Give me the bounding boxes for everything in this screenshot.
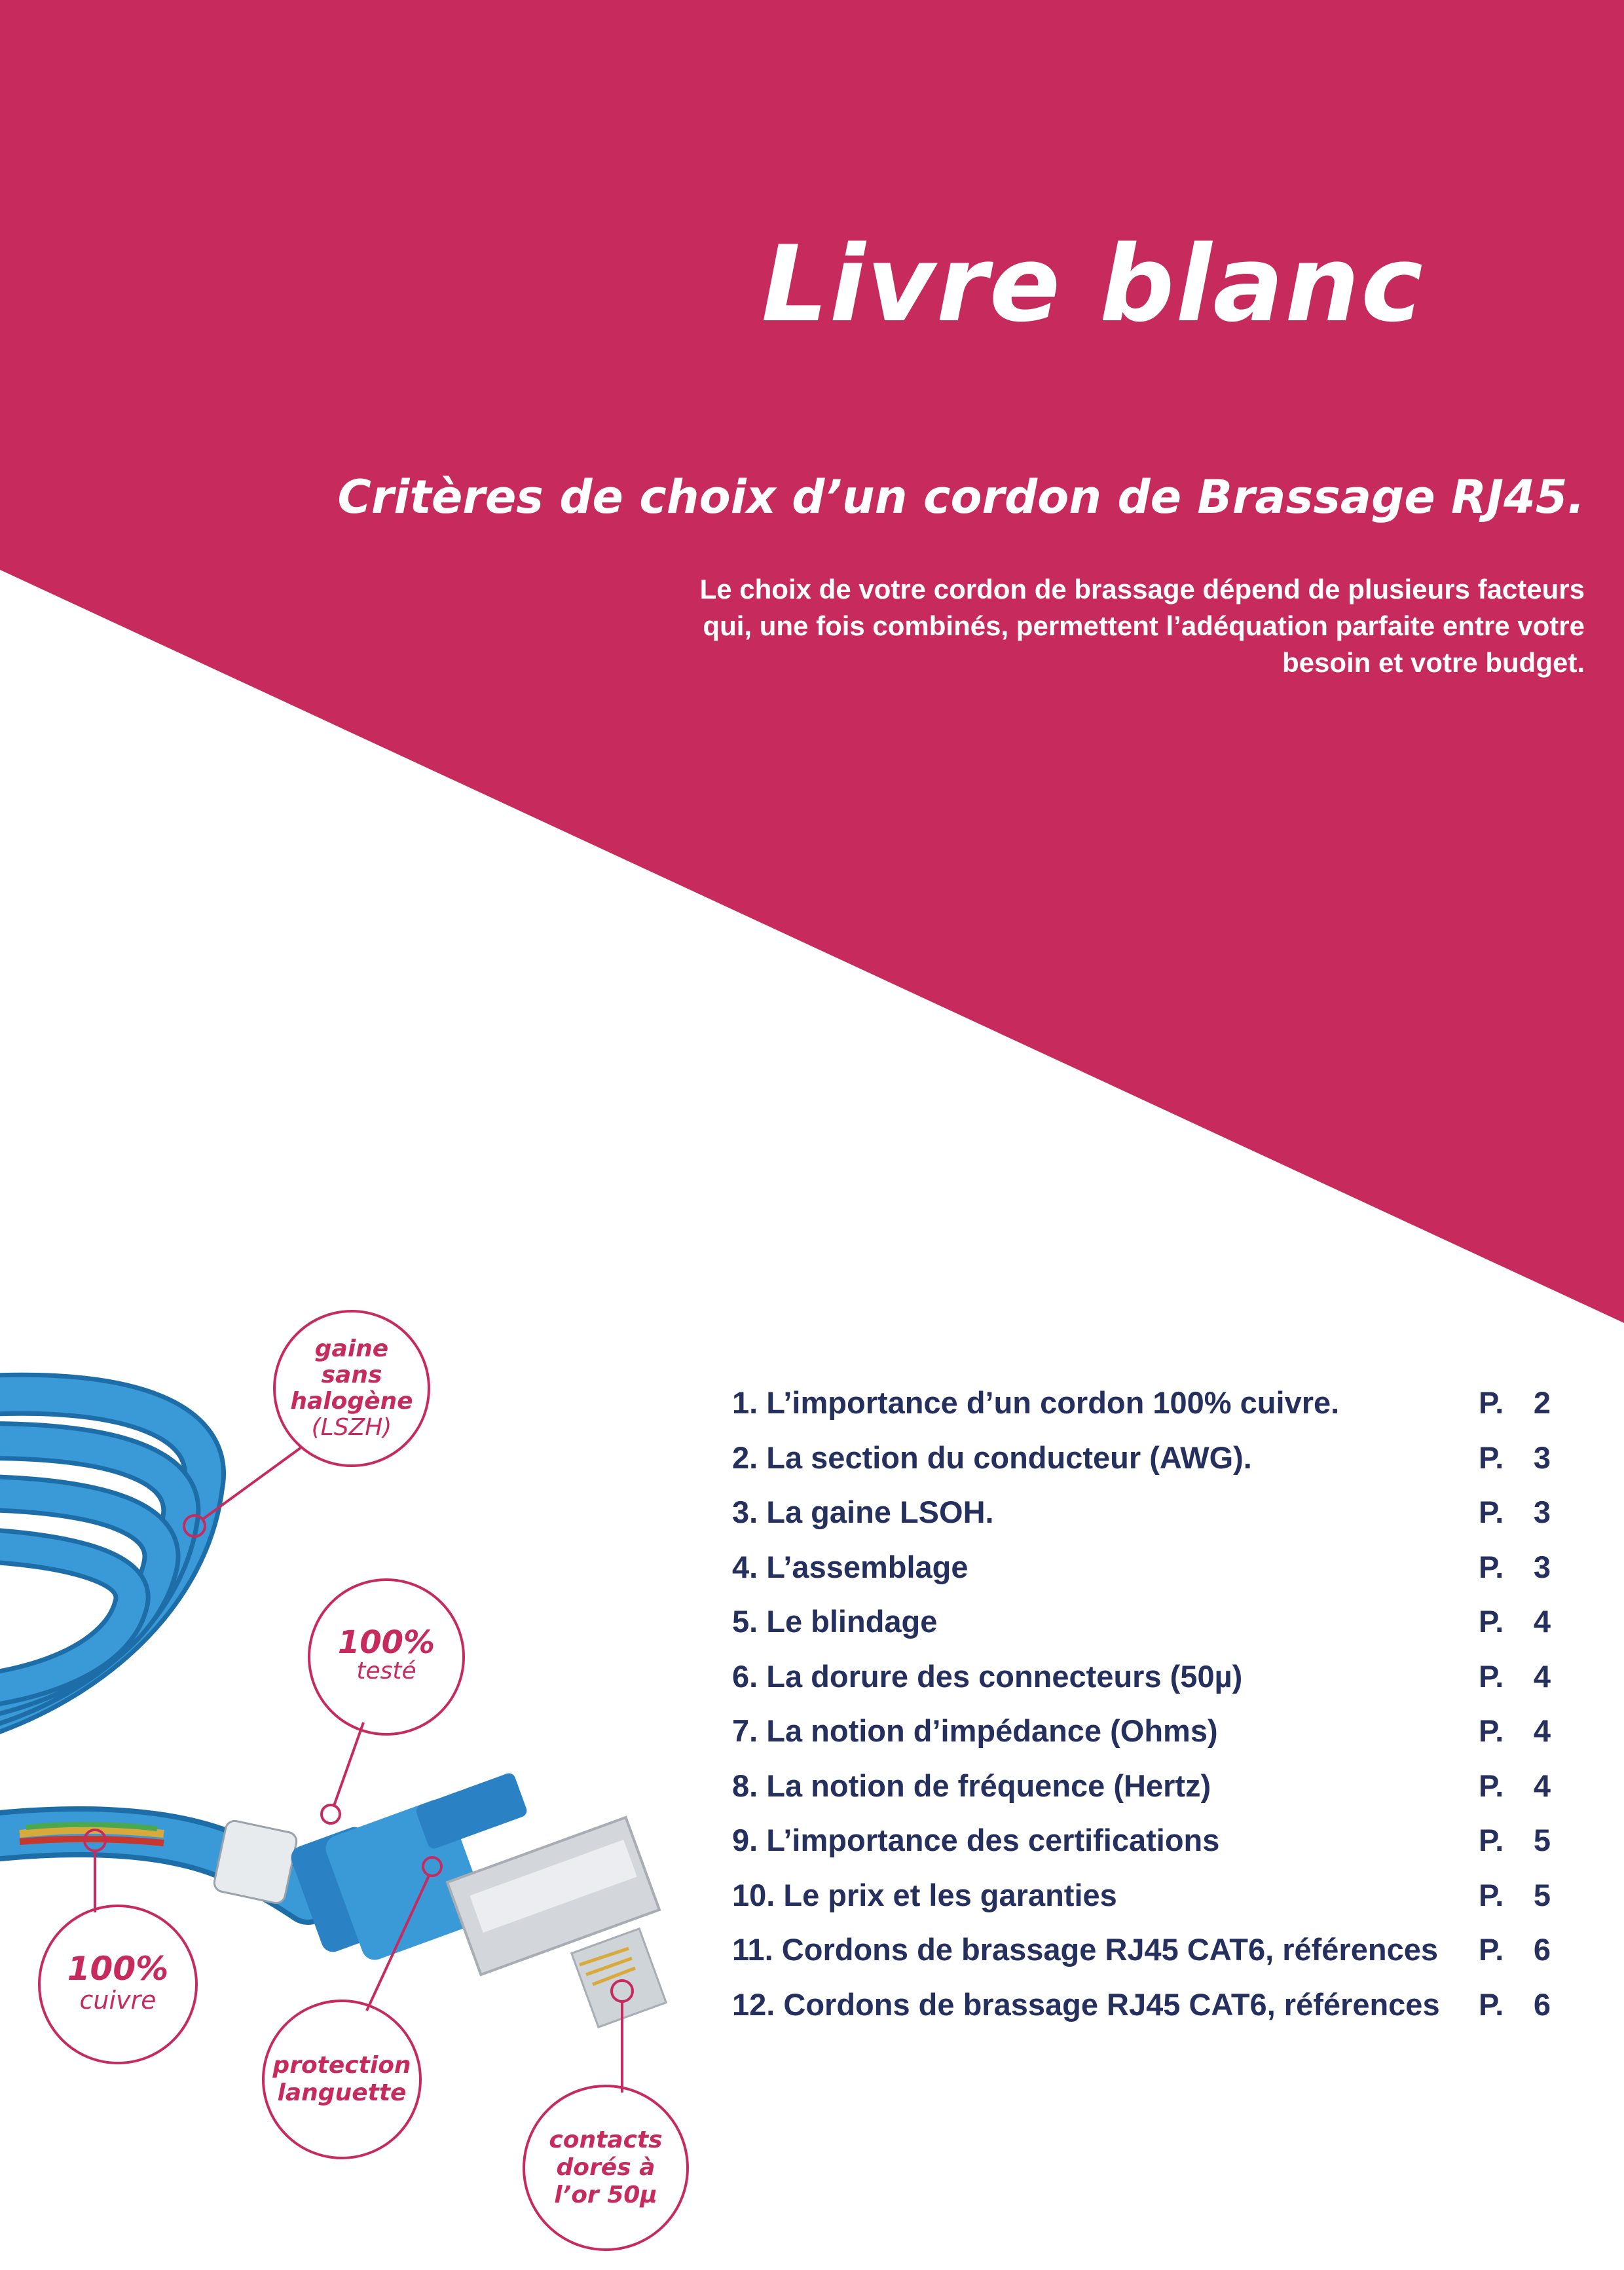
toc-page-number: 6: [1533, 1932, 1551, 1967]
toc-item[interactable]: 3. La gaine LSOH. P. 3: [732, 1495, 1551, 1530]
toc-page-number: 3: [1533, 1495, 1551, 1530]
toc-item[interactable]: 8. La notion de fréquence (Hertz) P. 4: [732, 1768, 1551, 1803]
toc-item[interactable]: 10. Le prix et les garanties P. 5: [732, 1877, 1551, 1912]
toc-page-number: 4: [1533, 1768, 1551, 1803]
toc-page-number: 3: [1533, 1440, 1551, 1475]
toc-page-number: 3: [1533, 1549, 1551, 1584]
toc-page-number: 2: [1533, 1385, 1551, 1421]
page-title: Livre blanc: [761, 223, 1424, 345]
toc-item[interactable]: 7. La notion d’impédance (Ohms) P. 4: [732, 1713, 1551, 1749]
toc-item[interactable]: 4. L’assemblage P. 3: [732, 1549, 1551, 1584]
rj45-connector: [447, 1817, 666, 2027]
callout-protection-languette: protection languette: [272, 2052, 411, 2106]
toc-item[interactable]: 11. Cordons de brassage RJ45 CAT6, références P. 6: [732, 1932, 1551, 1967]
callout-100-cuivre: 100% cuivre: [67, 1950, 169, 2015]
toc-page-number: 5: [1533, 1823, 1551, 1858]
callout-contacts-dores: contacts dorés à l’or 50µ: [549, 2127, 663, 2208]
toc-item[interactable]: 5. Le blindage P. 4: [732, 1604, 1551, 1639]
callout-100-teste: 100% testé: [337, 1624, 435, 1684]
table-of-contents: [732, 1375, 1551, 2032]
callout-gaine-sans-halogene: gaine sans halogène (LSZH): [290, 1335, 413, 1441]
toc-page-number: 4: [1533, 1604, 1551, 1639]
toc-item[interactable]: 9. L’importance des certifications P. 5: [732, 1823, 1551, 1858]
cable-coil: [0, 1394, 204, 1716]
toc-page-number: 6: [1533, 1986, 1551, 2022]
page-subtitle: Critères de choix d’un cordon de Brassage RJ45.: [337, 470, 1585, 524]
toc-page-number: 5: [1533, 1877, 1551, 1912]
toc-item[interactable]: 6. La dorure des connecteurs (50µ) P. 4: [732, 1658, 1551, 1694]
toc-page-number: 4: [1533, 1658, 1551, 1694]
toc-item[interactable]: 12. Cordons de brassage RJ45 CAT6, références P. 6: [732, 1986, 1551, 2022]
toc-item[interactable]: 2. La section du conducteur (AWG). P. 3: [732, 1440, 1551, 1475]
toc-item[interactable]: 1. L’importance d’un cordon 100% cuivre. P. 2: [732, 1385, 1551, 1421]
intro-paragraph: Le choix de votre cordon de brassage dépend de plusieurs facteurs qui, une fois combinés, permettent l’adéquation parfaite entre votre besoin et votre budget.: [699, 574, 1585, 678]
toc-page-number: 4: [1533, 1713, 1551, 1749]
